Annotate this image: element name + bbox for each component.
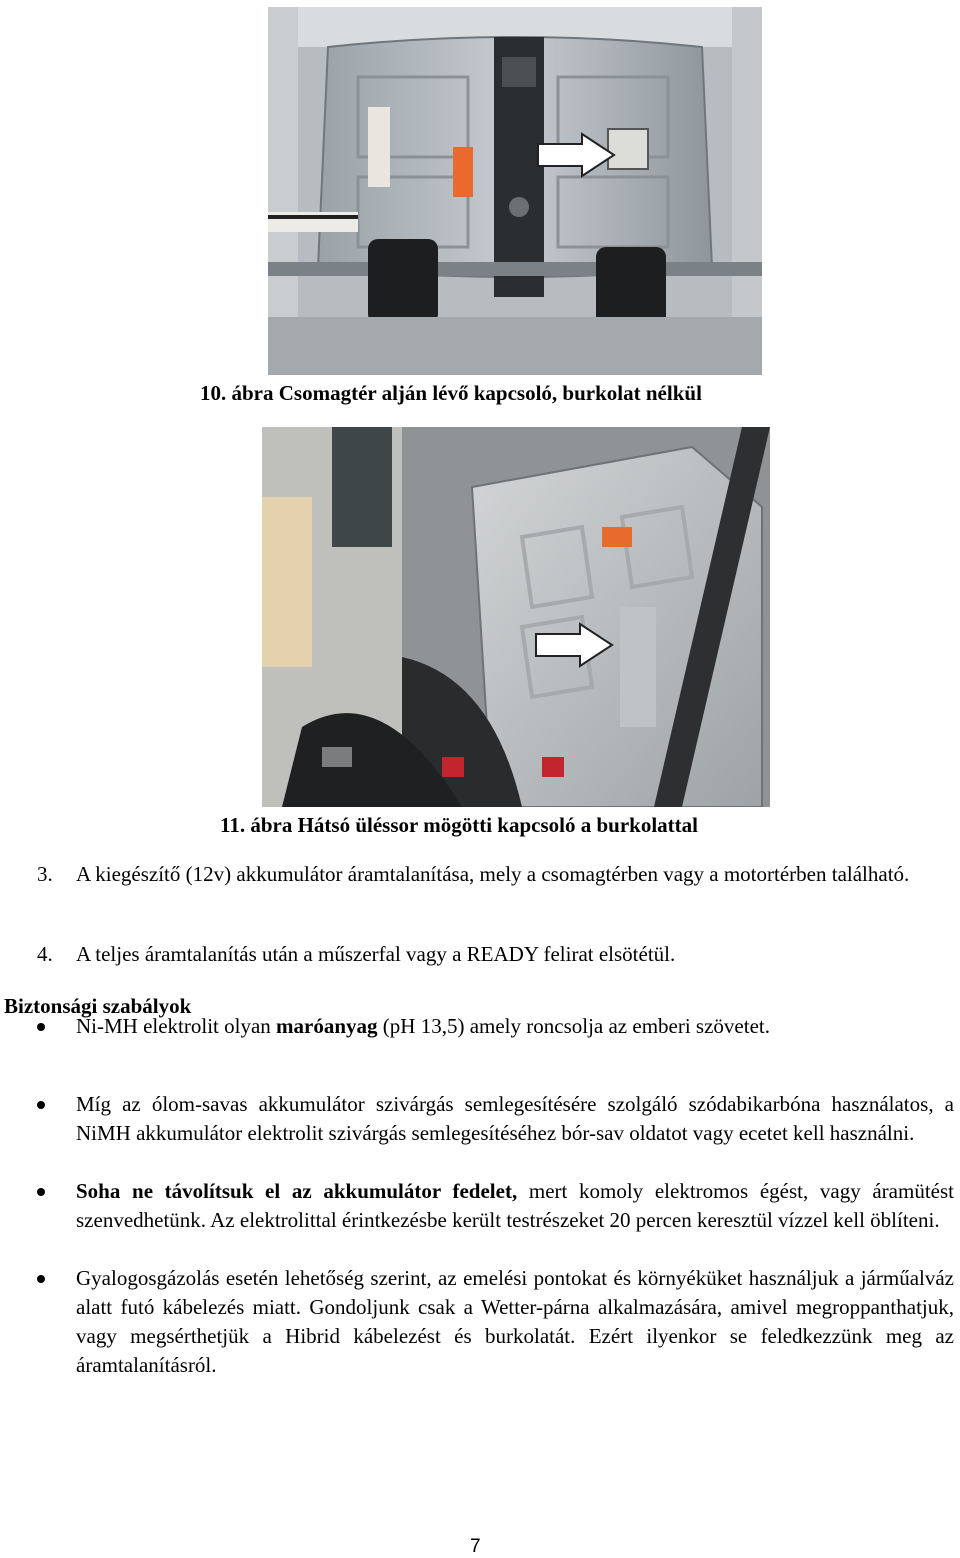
right-arrow-icon [536, 132, 616, 178]
bullet-text: Gyalogosgázolás esetén lehetőség szerint, az emelési pontokat és környéküket használjuk a járműalváz alatt futó kábelezés miatt. Gondoljunk csak a Wetter-párna alkalmazására, amivel megroppanthatjuk, vagy megsérthetjük a Hibrid kábelezést és burkolatát. Ezért ilyenkor se feledkezzünk meg az áramtalanításról. [76, 1266, 954, 1377]
figure-10-photo [268, 7, 762, 375]
step-text: A teljes áramtalanítás után a műszerfal vagy a READY felirat elsötétül. [76, 942, 676, 966]
bullet-text: Ni-MH elektrolit olyan maróanyag (pH 13,5) amely roncsolja az emberi szövetet. [76, 1014, 770, 1038]
figure-10-caption: 10. ábra Csomagtér alján lévő kapcsoló, burkolat nélkül [200, 381, 702, 405]
right-arrow-icon [534, 622, 614, 668]
figure-11-photo [262, 427, 770, 807]
step-number: 3. [37, 862, 53, 886]
figure-11-caption: 11. ábra Hátsó üléssor mögötti kapcsoló a burkolattal [220, 813, 698, 837]
page-number: 7 [470, 1536, 481, 1557]
bullet-icon [37, 1023, 45, 1031]
bullet-icon [37, 1101, 45, 1109]
bullet-text: Míg az ólom-savas akkumulátor szivárgás semlegesítésére szolgáló szódabikarbóna használatos, a NiMH akkumulátor elektrolit szivárgás semlegesítéséhez bór-sav oldatot vagy ecetet kell használni. [76, 1092, 954, 1145]
bullet-icon [37, 1188, 45, 1196]
step-text: A kiegészítő (12v) akkumulátor áramtalanítása, mely a csomagtérben vagy a motortérben található. [76, 862, 910, 886]
safety-heading: Biztonsági szabályok [4, 994, 192, 1018]
bullet-icon [37, 1275, 45, 1283]
bullet-text: Soha ne távolítsuk el az akkumulátor fedelet, mert komoly elektromos égést, vagy áramütést szenvedhetünk. Az elektrolittal érintkezésbe került testrészeket 20 percen keresztül vízzel kell öblíteni. [76, 1179, 954, 1232]
step-number: 4. [37, 942, 53, 966]
